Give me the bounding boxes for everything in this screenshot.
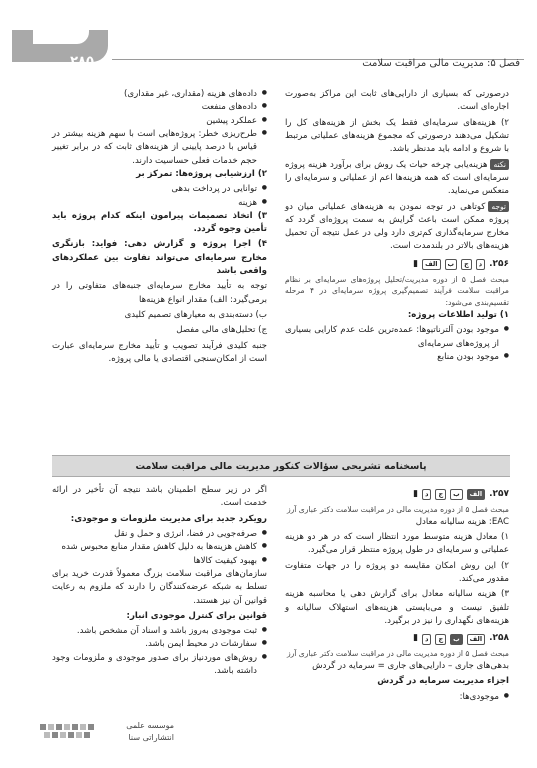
paragraph: اگر در زیر سطح اطمینان باشد نتیجه آن تأخیر در ارائه خدمت است. — [52, 485, 267, 509]
left-column-top — [52, 88, 267, 368]
list-item: ● طرح‌ریزی خطر: پروژه‌هایی است با سهم هزینه بیشتر در قیاس با درصد پایینی از هزینه‌های ثابت که در برابر تغییر حجم خدمات فعلی حساسیت دارند. — [52, 128, 267, 168]
paragraph: ۳) هزینه سالیانه معادل برای گزارش دهی یا محاسبه هزینه تلفیق نیست و می‌بایستی هزینه‌های استهلاک سالیانه و هزینه‌های نگهداری را نیز در برگیرد. — [285, 589, 509, 626]
answers-banner: پاسخنامه تشریحی سؤالات کنکور مدیریت مالی مراقبت سلامت — [52, 455, 510, 477]
bullet-list — [52, 88, 267, 168]
list-item: ● موجود بودن منابع — [285, 351, 509, 364]
question-source: مبحث فصل ۵ از دوره مدیریت مالی در مراقبت سلامت دکتر عباری آرز — [286, 649, 509, 659]
publisher-name — [98, 720, 174, 744]
paragraph: جنبه کلیدی فرآیند تصویب و تأیید مخارج سرمایه‌ای عبارت است از امکان‌سنجی اقتصادی یا مالی پروژه. — [52, 340, 267, 364]
option-badge: د — [422, 634, 431, 645]
section-heading: رویکرد جدید برای مدیریت ملزومات و موجودی: — [70, 513, 267, 524]
paragraph: ۱) معادل هزینه متوسط مورد انتظار است که در هر دو هزینه عملیاتی و سرمایه‌ای در طول پروژه منتظر قرار می‌گیرد. — [285, 532, 509, 556]
list-item: ● عملکرد پیشین — [52, 115, 267, 128]
page-number-tab-cutout — [33, 22, 89, 44]
option-badge: د — [476, 259, 485, 270]
option-badge: الف — [422, 259, 440, 270]
question-number: ۲۵۷. — [489, 489, 509, 499]
list-item: ● داده‌های هزینه (مقداری، غیر مقداری) — [52, 88, 267, 101]
left-column-bottom — [52, 484, 267, 678]
bar-chart-icon: ▮ — [413, 258, 419, 269]
publisher-line: انتشاراتی سنا — [128, 733, 174, 742]
question-source: مبحث فصل ۵ از دوره مدیریت/تحلیل پروژه‌های سرمایه‌ای بر نظام مراقبت سلامت فرآیند تصمیم‌گیری پروژه سرمایه‌ای در ۴ مرحله تقسیم‌بندی می‌شود: — [285, 274, 509, 308]
step-heading: ۲) ارزشیابی پروژه‌ها: تمرکز بر — [136, 168, 267, 179]
question-header-258 — [285, 632, 509, 646]
paragraph: ۲) این روش امکان مقایسه دو پروژه را در جهات متفاوت مقدور می‌کند. — [285, 560, 509, 584]
paragraph: EAC: هزینه سالیانه معادل — [415, 516, 509, 527]
paragraph: توجه به تأیید مخارج سرمایه‌ای جنبه‌های متفاوتی را در برمی‌گیرد: الف) مقدار انواع هزینه‌ها — [52, 281, 267, 305]
paragraph: ج) تحلیل‌های مالی مفصل — [176, 325, 267, 336]
paragraph: سازمان‌های مراقبت سلامت بزرگ معمولاً قدرت خرید برای تسلط به شبکه عرضه‌کنندگان را دارند که ملزوم به رعایت قوانین آن نیز هستند. — [52, 568, 267, 606]
list-item: ● روش‌های موردنیاز برای صدور موجودی و ملزومات وجود داشته باشد. — [52, 652, 267, 679]
note-tag: نکته — [490, 159, 509, 171]
bullet-list — [285, 324, 509, 364]
list-item: ● ثبت موجودی به‌روز باشد و اسناد آن مشخص باشد. — [52, 625, 267, 638]
option-badge: د — [422, 489, 431, 500]
page-header — [0, 0, 537, 80]
list-item: ● صرفه‌جویی در فضا، انرژی و حمل و نقل — [52, 528, 267, 541]
list-item: ● کاهش هزینه‌ها به دلیل کاهش مقدار منابع محبوس شده — [52, 541, 267, 554]
right-column-top — [285, 88, 509, 364]
bullet-list — [52, 183, 267, 210]
option-badge: ب — [450, 489, 463, 500]
list-item: ● توانایی در پرداخت بدهی — [52, 183, 267, 196]
publisher-line: موسسه علمی — [126, 721, 174, 730]
right-column-bottom — [285, 484, 509, 704]
page-number: ۲۸۵ — [70, 54, 94, 69]
tip-tag: توجه — [488, 201, 509, 213]
paragraph: ۲) هزینه‌های سرمایه‌ای فقط یک بخش از هزینه‌های کل را تشکیل می‌دهند درصورتی که مجموع هزینه‌های عملیاتی مرتبط با شروع و ادامه باید مدنظر باشد. — [285, 117, 509, 155]
list-item: ● بهبود کیفیت کالاها — [52, 555, 267, 568]
section-heading: قوانین برای کنترل موجودی انبار: — [126, 610, 267, 621]
list-item: ● هزینه — [52, 197, 267, 210]
list-item: ● داده‌های منفعت — [52, 101, 267, 114]
question-number: ۲۵۸. — [489, 633, 509, 644]
option-badge: ج — [435, 634, 446, 645]
bullet-list — [52, 625, 267, 678]
paragraph: ب) دسته‌بندی به معیارهای تصمیم کلیدی — [124, 310, 267, 320]
question-number: ۲۵۶. — [489, 258, 509, 269]
list-item: ● موجودی‌ها: — [285, 691, 509, 704]
tip-text: کوتاهی در توجه نمودن به هزینه‌های عملیاتی میان دو پروژه ممکن است باعث گرایش به سمت پروژه‌ای گردد که مخارج سرمایه‌گذاری کم‌تری دارد ولی در عمل نتیجه آن تحمیل هزینه‌های بالاتر در بلندمدت است. — [285, 201, 509, 252]
question-header-257 — [285, 488, 509, 502]
list-item: ● سفارشات در محیط ایمن باشد. — [52, 638, 267, 651]
bullet-list — [52, 528, 267, 568]
option-badge: ج — [461, 259, 472, 270]
step-heading: ۱) تولید اطلاعات پروژه: — [407, 309, 509, 320]
step-heading: ۳) اتخاذ تصمیمات پیرامون اینکه کدام پروژه باید تأمین وجوه گردد. — [52, 210, 267, 235]
paragraph: درصورتی که بسیاری از دارایی‌های ثابت این مراکز به‌صورت اجاره‌ای است. — [285, 89, 509, 113]
paragraph: بدهی‌های جاری – دارایی‌های جاری = سرمایه در گردش — [312, 660, 509, 671]
option-badge: ب — [445, 259, 458, 270]
bar-chart-icon: ▮ — [413, 489, 419, 499]
list-item: ● موجود بودن آلترناتیوها: عمده‌ترین علت عدم کارایی بسیاری از پروژه‌های سرمایه‌ای — [285, 324, 509, 351]
note-text: هزینه‌یابی چرخه حیات یک روش برای برآورد هزینه پروژه سرمایه‌ای است که همه هزینه‌ها اعم از عملیاتی و سرمایه‌ای را منعکس می‌نماید. — [285, 159, 509, 197]
question-source: مبحث فصل ۵ از دوره مدیریت مالی در مراقبت سلامت دکتر عباری آرز — [286, 504, 509, 514]
option-badge: ج — [435, 489, 446, 500]
bar-chart-icon: ▮ — [413, 633, 419, 644]
option-badge-selected: الف — [467, 489, 485, 500]
step-heading: ۴) اجرا پروژه و گزارش دهی: فواید: بازنگری مخارج سرمایه‌ای می‌تواند تفاوت بین عملکردهای واقعی باشد — [52, 239, 267, 277]
option-badge: الف — [467, 634, 485, 645]
step-heading: اجزاء مدیریت سرمایه در گردش — [377, 676, 509, 687]
option-badge-selected: ب — [450, 634, 463, 645]
bullet-list — [285, 691, 509, 704]
question-header-256 — [285, 258, 509, 272]
tip-paragraph — [285, 201, 509, 254]
chapter-title: فصل ۵: مدیریت مالی مراقبت سلامت — [362, 58, 520, 69]
note-paragraph — [285, 159, 509, 199]
